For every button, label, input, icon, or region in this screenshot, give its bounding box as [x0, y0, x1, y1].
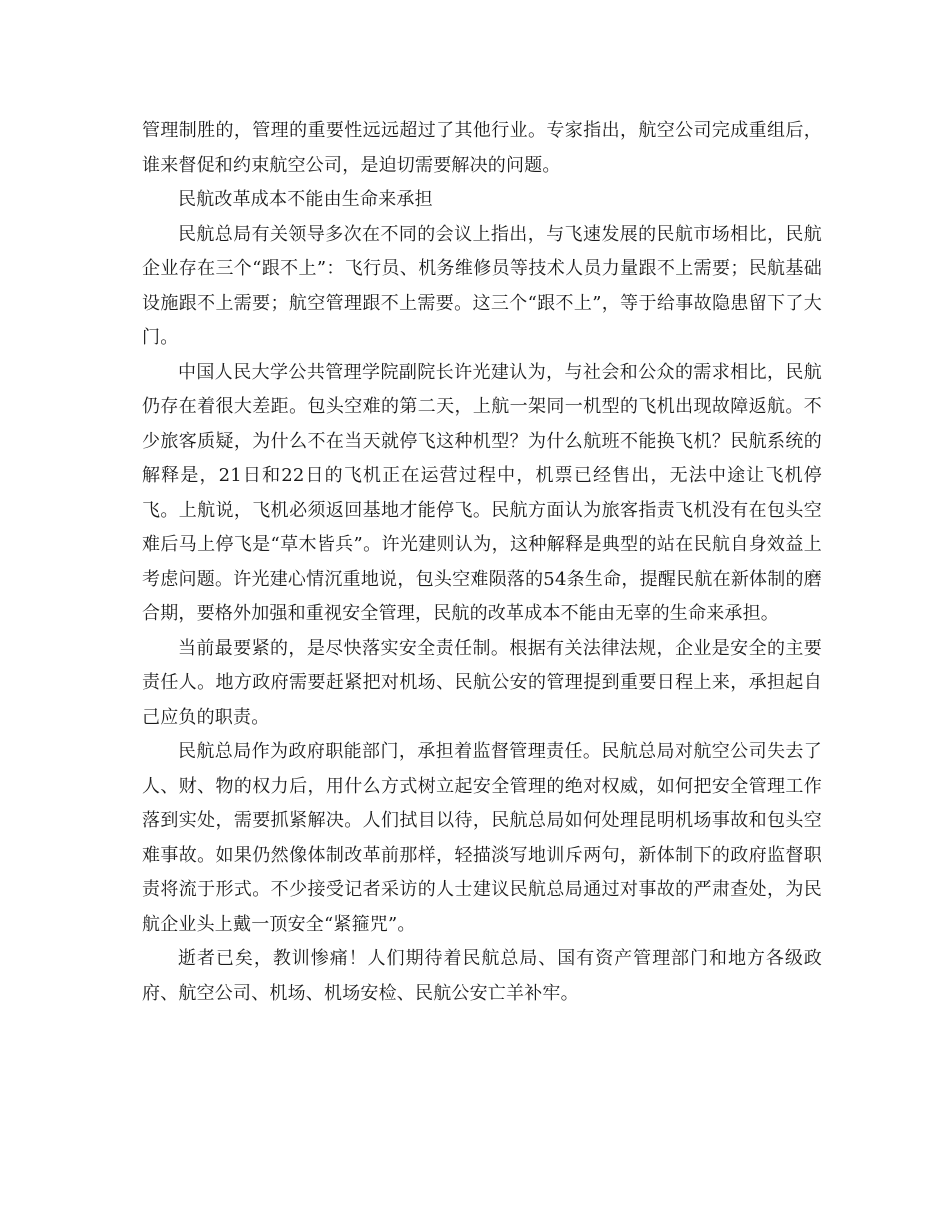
paragraph: 民航总局作为政府职能部门，承担着监督管理责任。民航总局对航空公司失去了人、财、物的权力后，用什么方式树立起安全管理的绝对权威，如何把安全管理工作落到实处，需要抓紧解决。人们拭目以待，民航总局如何处理昆明机场事故和包头空难事故。如果仍然像体制改革前那样，轻描淡写地训斥两句，新体制下的政府监督职责将流于形式。不少接受记者采访的人士建议民航总局通过对事故的严肃查处，为民航企业头上戴一顶安全“紧箍咒”。 — [142, 741, 822, 935]
document-page — [142, 114, 822, 1011]
paragraph: 中国人民大学公共管理学院副院长许光建认为，与社会和公众的需求相比，民航仍存在着很大差距。包头空难的第二天，上航一架同一机型的飞机出现故障返航。不少旅客质疑，为什么不在当天就停飞这种机型？为什么航班不能换飞机？民航系统的解释是，21日和22日的飞机正在运营过程中，机票已经售出，无法中途让飞机停飞。上航说，飞机必须返回基地才能停飞。民航方面认为旅客指责飞机没有在包头空难后马上停飞是“草木皆兵”。许光建则认为，这种解释是典型的站在民航自身效益上考虑问题。许光建心情沉重地说，包头空难陨落的54条生命，提醒民航在新体制的磨合期，要格外加强和重视安全管理，民航的改革成本不能由无辜的生命来承担。 — [142, 361, 822, 624]
paragraph: 当前最要紧的，是尽快落实安全责任制。根据有关法律法规，企业是安全的主要责任人。地方政府需要赶紧把对机场、民航公安的管理提到重要日程上来，承担起自己应负的职责。 — [142, 637, 822, 728]
section-heading: 民航改革成本不能由生命来承担 — [178, 189, 433, 210]
paragraph: 民航总局有关领导多次在不同的会议上指出，与飞速发展的民航市场相比，民航企业存在三个“跟不上”：飞行员、机务维修员等技术人员力量跟不上需要；民航基础设施跟不上需要；航空管理跟不上需要。这三个“跟不上”，等于给事故隐患留下了大门。 — [142, 223, 822, 348]
paragraph-continuation: 管理制胜的，管理的重要性远远超过了其他行业。专家指出，航空公司完成重组后，谁来督促和约束航空公司，是迫切需要解决的问题。 — [142, 120, 822, 176]
paragraph: 逝者已矣，教训惨痛！人们期待着民航总局、国有资产管理部门和地方各级政府、航空公司、机场、机场安检、民航公安亡羊补牢。 — [142, 948, 822, 1004]
